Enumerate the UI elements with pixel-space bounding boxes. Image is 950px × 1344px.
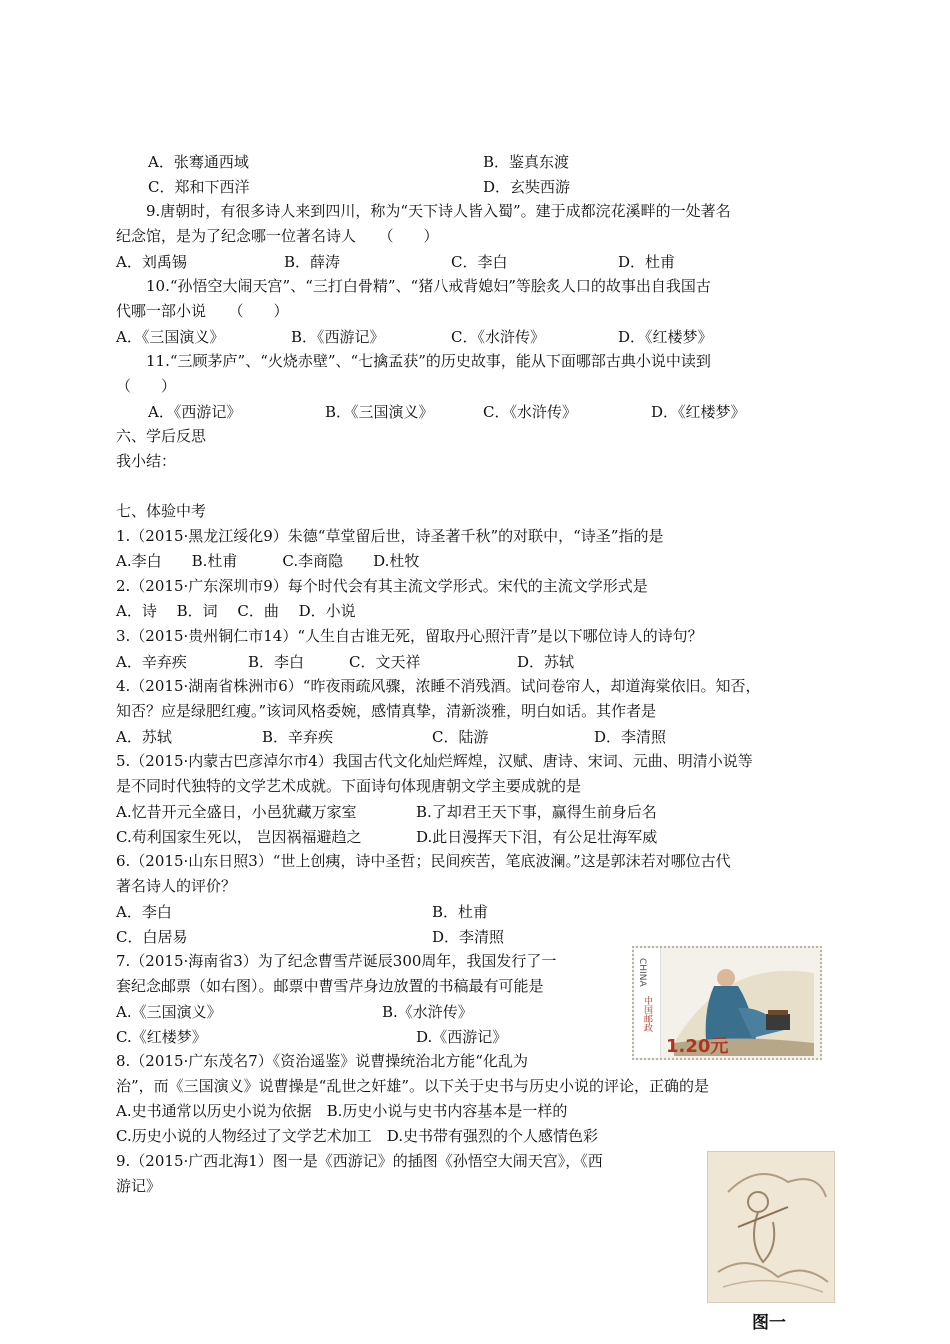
option-text: A．李白	[116, 903, 172, 921]
option-text: B．李白	[248, 653, 305, 671]
text-line: 2.（2015·广东深圳市9）每个时代会有其主流文学形式。宋代的主流文学形式是	[116, 577, 648, 595]
option-text: C．《水浒传》	[451, 328, 545, 346]
stamp-value: 1.20元	[666, 1036, 729, 1057]
option-text: C．郑和下西洋	[148, 178, 250, 196]
text-line: 著名诗人的评价？	[116, 877, 237, 895]
text-line: （ ）	[116, 377, 177, 395]
figure-1-image	[707, 1151, 835, 1303]
option-text: D．李清照	[594, 728, 667, 746]
text-line: 9.唐朝时，有很多诗人来到四川，称为“天下诗人皆入蜀”。建于成都浣花溪畔的一处著名	[116, 202, 731, 220]
option-text: D.此日漫挥天下泪，有公足壮海军威	[416, 828, 658, 846]
option-text: A．辛弃疾	[116, 653, 187, 671]
option-text: B.《水浒传》	[382, 1003, 473, 1021]
option-text: B.了却君王天下事，赢得生前身后名	[416, 803, 657, 821]
option-text: A．《西游记》	[148, 403, 242, 421]
text-line: C.历史小说的人物经过了文学艺术加工 D.史书带有强烈的个人感情色彩	[116, 1127, 598, 1145]
option-text: A．张骞通西域	[148, 153, 249, 171]
text-line: 8.（2015·广东茂名7）《资治遥鉴》说曹操统治北方能“化乱为	[116, 1052, 528, 1070]
option-text: D．《红楼梦》	[618, 328, 713, 346]
text-line: A.史书通常以历史小说为依据 B.历史小说与史书内容基本是一样的	[116, 1102, 568, 1120]
text-line: 纪念馆，是为了纪念哪一位著名诗人 （ ）	[116, 227, 439, 245]
option-text: D．苏轼	[517, 653, 575, 671]
text-line: 游记》	[116, 1177, 162, 1195]
option-text: B．鉴真东渡	[483, 153, 570, 171]
option-text: C．文天祥	[349, 653, 421, 671]
text-line: 治”，而《三国演义》说曹操是“乱世之奸雄”。以下关于史书与历史小说的评论，正确的是	[116, 1077, 710, 1095]
option-text: B．薛涛	[284, 253, 341, 271]
option-text: D．玄奘西游	[483, 178, 571, 196]
text-line: 9.（2015·广西北海1）图一是《西游记》的插图《孙悟空大闹天宫》，《西	[116, 1152, 603, 1170]
option-text: C.苟利国家生死以， 岂因祸福避趋之	[116, 828, 362, 846]
text-line: 6.（2015·山东日照3）“世上创痍，诗中圣哲；民间疾苦，笔底波澜。”这是郭沫若对哪位古代	[116, 852, 731, 870]
figure-1-caption: 图一	[752, 1313, 786, 1333]
option-text: C．《水浒传》	[483, 403, 577, 421]
option-text: A.忆昔开元全盛日，小邑犹藏万家室	[116, 803, 357, 821]
text-line: 套纪念邮票（如右图）。邮票中曹雪芹身边放置的书稿最有可能是	[116, 977, 544, 995]
text-line: 六、学后反思	[116, 427, 207, 445]
option-text: A．刘禹锡	[116, 253, 187, 271]
text-line: 4.（2015·湖南省株洲市6）“昨夜雨疏风骤，浓睡不消残酒。试问卷帘人，却道海棠依旧。知否，	[116, 677, 761, 695]
text-line: 3.（2015·贵州铜仁市14）“人生自古谁无死，留取丹心照汗青”是以下哪位诗人的诗句？	[116, 627, 703, 645]
option-text: B．杜甫	[432, 903, 489, 921]
option-text: C．陆游	[432, 728, 489, 746]
option-text: B．《三国演义》	[325, 403, 434, 421]
monkey-king-illustration-icon	[708, 1152, 834, 1302]
text-line: 是不同时代独特的文学艺术成就。下面诗句体现唐朝文学主要成就的是	[116, 777, 582, 795]
option-text: D.《西游记》	[416, 1028, 508, 1046]
stamp-image	[632, 946, 822, 1060]
text-line: 我小结：	[116, 452, 177, 470]
option-text: D．杜甫	[618, 253, 676, 271]
stamp-country: CHINA	[637, 958, 647, 987]
text-line: 5.（2015·内蒙古巴彦淖尔市4）我国古代文化灿烂辉煌，汉赋、唐诗、宋词、元曲、明清小说等	[116, 752, 753, 770]
option-text: C.《红楼梦》	[116, 1028, 207, 1046]
text-line: A.李白 B.杜甫 C.李商隐 D.杜牧	[116, 552, 420, 570]
text-line: 11.“三顾茅庐”、“火烧赤壁”、“七擒孟获”的历史故事，能从下面哪部古典小说中读到	[116, 352, 711, 370]
text-line: 代哪一部小说 （ ）	[116, 302, 289, 320]
stamp-post: 中国邮政	[642, 996, 652, 1032]
text-line: 1.（2015·黑龙江绥化9）朱德“草堂留后世，诗圣著千秋”的对联中，“诗圣”指的是	[116, 527, 664, 545]
option-text: D．李清照	[432, 928, 505, 946]
option-text: C．白居易	[116, 928, 188, 946]
text-line: A．诗 B．词 C．曲 D．小说	[116, 602, 356, 620]
option-text: C．李白	[451, 253, 508, 271]
option-text: A．《三国演义》	[116, 328, 225, 346]
text-line: 10.“孙悟空大闹天宫”、“三打白骨精”、“猪八戒背媳妇”等脍炙人口的故事出自我国古	[116, 277, 711, 295]
option-text: A．苏轼	[116, 728, 172, 746]
text-line: 七、体验中考	[116, 502, 207, 520]
text-line: 7.（2015·海南省3）为了纪念曹雪芹诞辰300周年，我国发行了一	[116, 952, 557, 970]
option-text: B．《西游记》	[291, 328, 385, 346]
option-text: D．《红楼梦》	[651, 403, 746, 421]
text-line: 知否？应是绿肥红瘦。”该词风格委婉，感情真挚，清新淡雅，明白如话。其作者是	[116, 702, 657, 720]
option-text: A.《三国演义》	[116, 1003, 222, 1021]
option-text: B．辛弃疾	[262, 728, 334, 746]
